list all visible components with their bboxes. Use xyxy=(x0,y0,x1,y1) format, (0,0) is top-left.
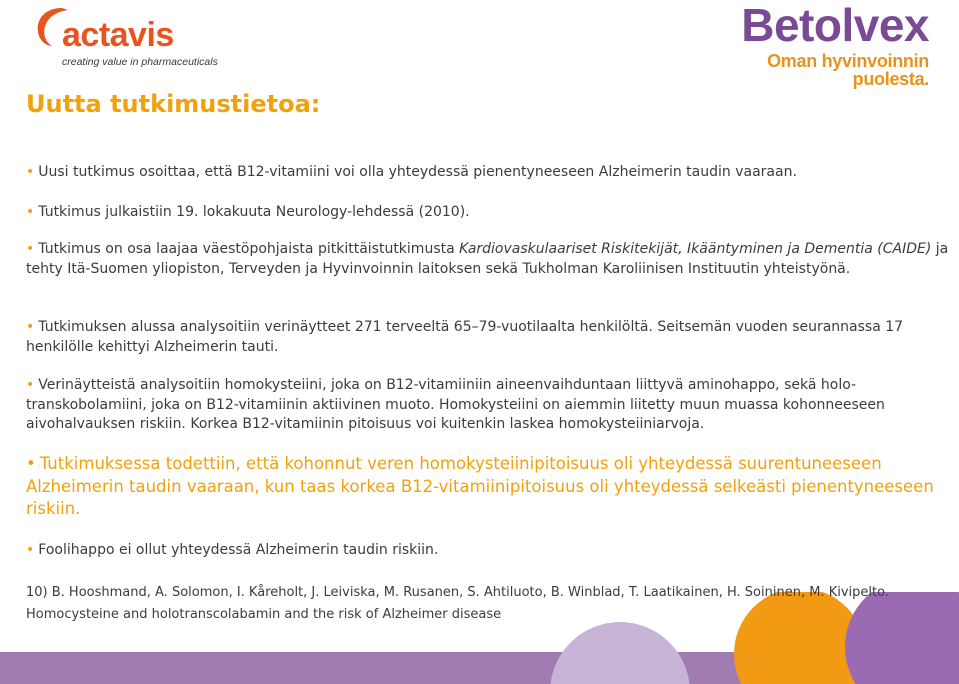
decorative-circles-icon xyxy=(0,592,959,684)
bullet-icon: • xyxy=(26,377,35,393)
bullet-paragraph-5 xyxy=(26,376,951,435)
bullet-paragraph-2 xyxy=(26,203,470,223)
light-purple-circle xyxy=(550,622,690,684)
decorative-footer xyxy=(0,592,959,684)
betolvex-tagline: Oman hyvinvoinnin puolesta. xyxy=(767,51,929,89)
paragraph-text: Tutkimuksen alussa analysoitiin verinäytteet 271 terveeltä 65–79-vuotilaalta henkilöltä. Seitsemän vuoden seurannassa 17 henkilölle kehittyi Alzheimerin tauti. xyxy=(26,319,904,355)
reference-title: Homocysteine and holotranscolabamin and the risk of Alzheimer disease xyxy=(26,607,502,622)
paragraph-text: ja tehty Itä-Suomen yliopiston, Terveyden ja Hyvinvoinnin laitoksen sekä Tukholman Karoliinisen Instituutin yhteistyönä. xyxy=(26,241,949,277)
actavis-tagline: creating value in pharmaceuticals xyxy=(62,56,218,68)
paragraph-text: Tutkimus on osa laajaa väestöpohjaista pitkittäistutkimusta xyxy=(38,241,460,257)
paragraph-text: Verinäytteistä analysoitiin homokysteiini, joka on B12-vitamiiniin aineenvaihduntaan liittyvä aminohappo, sekä holo-transkobolamiini, joka on B12-vitamiinin aktiivinen muoto. Homokysteiini on aiemmin liitetty muun muassa kohonneeseen aivohalvauksen riskiin. Korkea B12-vitamiinin pitoisuus voi kuitenkin laskea homokysteiiniarvoja. xyxy=(26,377,885,432)
bullet-paragraph-4 xyxy=(26,318,951,357)
bullet-icon: • xyxy=(26,542,35,558)
purple-circle xyxy=(845,592,959,684)
highlight-paragraph xyxy=(26,453,936,521)
bullet-icon: • xyxy=(26,241,35,257)
paragraph-text: Uusi tutkimus osoittaa, että B12-vitamiini voi olla yhteydessä pienentyneeseen Alzheimerin taudin vaaraan. xyxy=(38,164,797,180)
paragraph-text: Tutkimus julkaistiin 19. lokakuuta Neurology-lehdessä (2010). xyxy=(38,204,470,220)
bullet-icon: • xyxy=(26,164,35,180)
actavis-logo xyxy=(32,4,232,72)
reference-authors: 10) B. Hooshmand, A. Solomon, I. Kåreholt, J. Leiviska, M. Rusanen, S. Ahtiluoto, B. Winblad, T. Laatikainen, H. Soininen, M. Kivipelto. xyxy=(26,585,889,600)
betolvex-wordmark: Betolvex xyxy=(741,0,929,51)
actavis-wordmark: actavis xyxy=(62,16,174,54)
paragraph-text: Tutkimuksessa todettiin, että kohonnut veren homokysteiinipitoisuus oli yhteydessä suurentuneeseen Alzheimerin taudin vaaraan, kun taas korkea B12-vitamiinipitoisuus oli yhteydessä selkeästi pienentyneeseen riskiin. xyxy=(26,454,934,518)
bullet-paragraph-3 xyxy=(26,240,951,279)
betolvex-logo xyxy=(714,2,929,88)
page-title: Uutta tutkimustietoa: xyxy=(26,90,321,118)
paragraph-text: Foolihappo ei ollut yhteydessä Alzheimerin taudin riskiin. xyxy=(38,542,439,558)
bullet-paragraph-1 xyxy=(26,163,797,183)
bullet-icon: • xyxy=(26,204,35,220)
study-name-italic: Kardiovaskulaariset Riskitekijät, Ikääntyminen ja Dementia (CAIDE) xyxy=(459,241,932,257)
bullet-icon: • xyxy=(26,454,36,473)
bullet-paragraph-7 xyxy=(26,541,438,561)
bullet-icon: • xyxy=(26,319,35,335)
